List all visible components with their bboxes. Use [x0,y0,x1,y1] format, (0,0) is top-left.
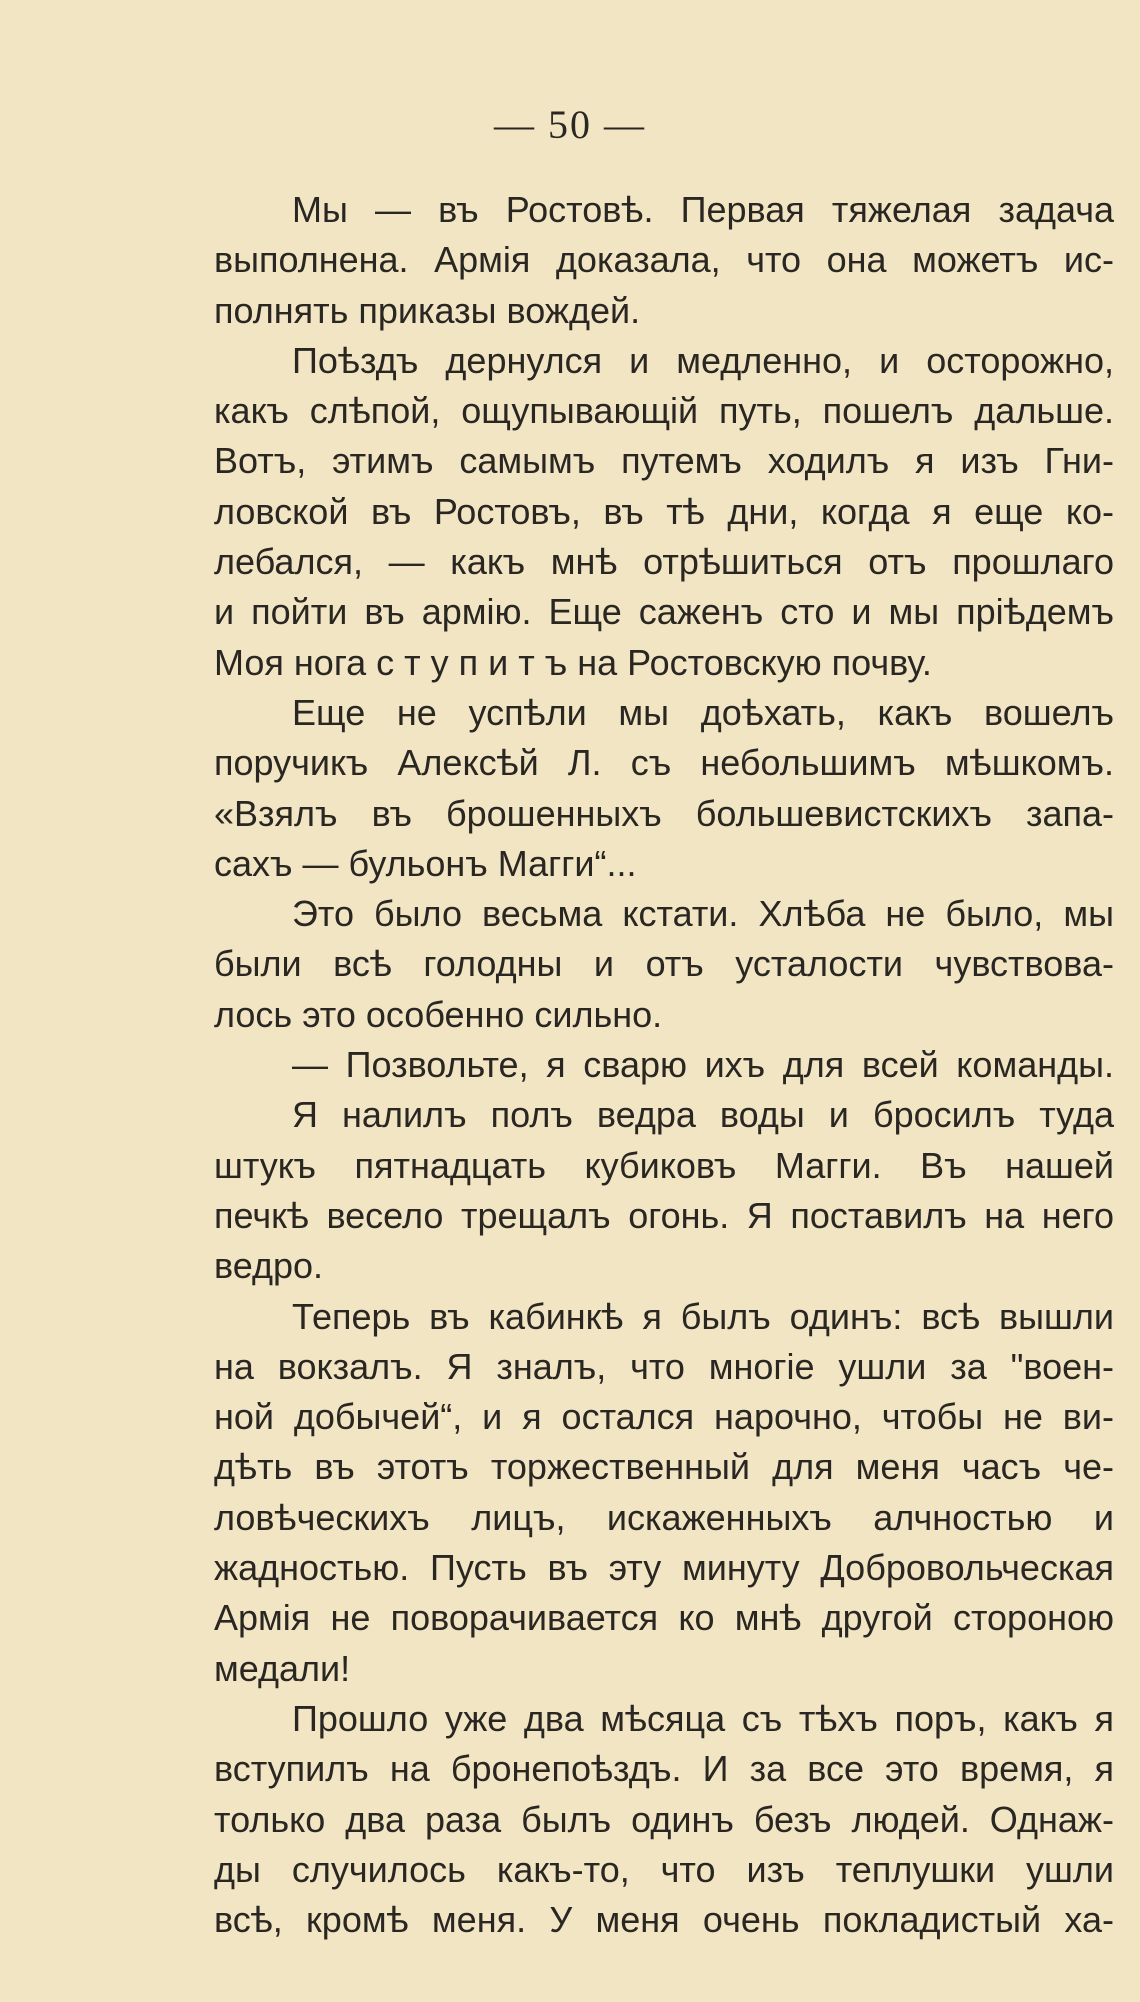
text-line: — Позвольте, я сварю ихъ для всей команды. [292,1044,1114,1086]
paragraph-1 [214,185,1114,336]
text-line: сахъ — бульонъ Магги“... [214,842,637,884]
text-line: всѣ, кромѣ меня. У меня очень покладистый ха- [214,1899,1114,1941]
text-line: ловѣческихъ лицъ, искаженныхъ алчностью и [214,1496,1114,1538]
text-line: ды случилось какъ-то, что изъ теплушки ушли [214,1848,1114,1890]
text-line: на вокзалъ. Я зналъ, что многіе ушли за "воен- [214,1345,1114,1387]
text-line: жадностью. Пусть въ эту минуту Добровольческая [214,1547,1114,1589]
text-line: выполнена. Армія доказала, что она можетъ ис- [214,239,1114,281]
text-line: Это было весьма кстати. Хлѣба не было, мы [292,893,1114,935]
text-line: поручикъ Алексѣй Л. съ небольшимъ мѣшкомъ. [214,742,1114,784]
text-line: только два раза былъ одинъ безъ людей. Однаж- [214,1798,1114,1840]
text-body [214,185,1114,1945]
text-line: «Взялъ въ брошенныхъ большевистскихъ запа- [214,792,1114,834]
paragraph-5 [214,1040,1114,1090]
text-line: Поѣздъ дернулся и медленно, и осторожно, [292,339,1114,381]
text-line: ловской въ Ростовъ, въ тѣ дни, когда я еще ко- [214,490,1114,532]
text-line: Теперь въ кабинкѣ я былъ одинъ: всѣ вышли [292,1295,1114,1337]
paragraph-8 [214,1694,1114,1945]
text-line: ведро. [214,1245,324,1287]
text-line: лебался, — какъ мнѣ отрѣшиться отъ прошлаго [214,541,1114,583]
text-line: ной добычей“, и я остался нарочно, чтобы не ви- [214,1396,1114,1438]
paragraph-3 [214,688,1114,889]
paragraph-2 [214,336,1114,688]
text-line: штукъ пятнадцать кубиковъ Магги. Въ нашей [214,1144,1114,1186]
text-line: печкѣ весело трещалъ огонь. Я поставилъ на него [214,1194,1114,1236]
text-line: Армія не поворачивается ко мнѣ другой стороною [214,1597,1114,1639]
text-line: дѣть въ этотъ торжественный для меня часъ че- [214,1446,1114,1488]
paragraph-4 [214,889,1114,1040]
text-line: Я налилъ полъ ведра воды и бросилъ туда [292,1094,1114,1136]
paragraph-7 [214,1292,1114,1694]
text-line: вступилъ на бронепоѣздъ. И за все это время, я [214,1748,1114,1790]
text-line: Прошло уже два мѣсяца съ тѣхъ поръ, какъ я [292,1697,1114,1739]
text-line: и пойти въ армію. Еще саженъ сто и мы пріѣдемъ [214,591,1114,633]
text-line: Еще не успѣли мы доѣхать, какъ вошелъ [292,691,1114,733]
text-line: Мы — въ Ростовѣ. Первая тяжелая задача [292,189,1114,230]
text-line: лось это особенно сильно. [214,993,663,1035]
text-line: Моя нога с т у п и т ъ на Ростовскую почву. [214,641,932,683]
text-line: медали! [214,1647,351,1689]
page-number: — 50 — [494,102,646,147]
text-line: были всѣ голодны и отъ усталости чувствова- [214,943,1114,985]
text-line: какъ слѣпой, ощупывающій путь, пошелъ дальше. [214,390,1114,432]
text-line: полнять приказы вождей. [214,289,641,331]
paragraph-6 [214,1090,1114,1291]
text-line: Вотъ, этимъ самымъ путемъ ходилъ я изъ Гни- [214,440,1114,482]
